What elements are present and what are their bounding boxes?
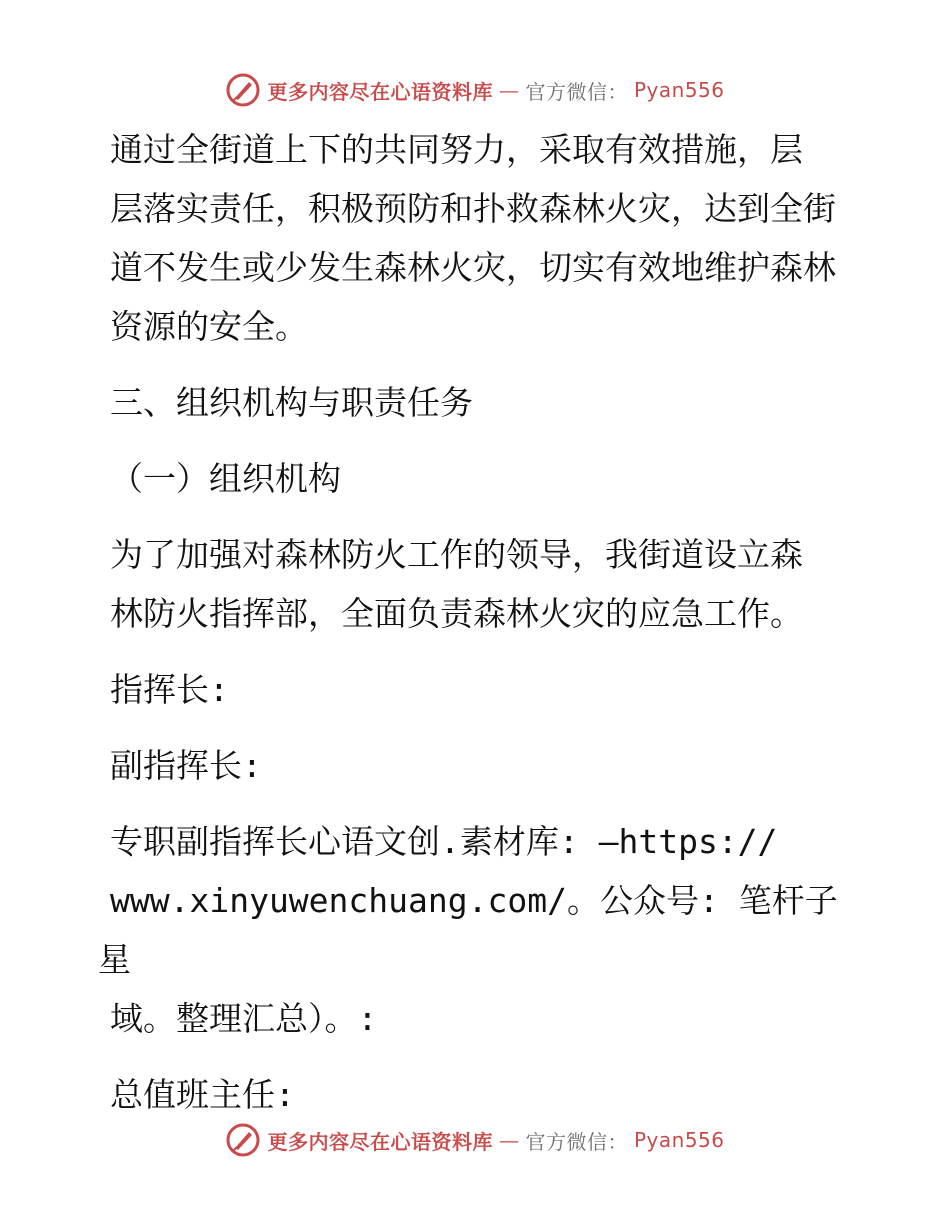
paragraph-organization	[98, 525, 858, 643]
banner-wechat-id: Pyan556	[633, 78, 725, 102]
page-footer-banner	[0, 1120, 950, 1160]
text-line: 层落实责任，积极预防和扑救森林火灾，达到全街	[110, 189, 836, 228]
banner-dash: —	[498, 1128, 520, 1152]
banner-main-text: 更多内容尽在心语资料库	[267, 1129, 493, 1154]
banner-main-text: 更多内容尽在心语资料库	[267, 79, 493, 104]
section-heading-3: 三、组织机构与职责任务	[110, 383, 473, 422]
banner-wechat-label: 官方微信：	[525, 79, 628, 104]
text-line: 道不发生或少发生森林火灾，切实有效地维护森林	[110, 248, 836, 287]
role-commander: 指挥长:	[110, 670, 229, 709]
quill-logo-icon	[225, 1122, 261, 1158]
text-line: 专职副指挥长心语文创.素材库: —https://	[110, 822, 778, 861]
role-duty-director: 总值班主任:	[110, 1075, 295, 1114]
role-deputy-commander: 副指挥长:	[110, 746, 262, 785]
text-line: 域。整理汇总）。:	[110, 999, 378, 1038]
quill-logo-icon	[225, 72, 261, 108]
page-header-banner	[0, 70, 950, 110]
banner-dash: —	[498, 78, 520, 102]
banner-wechat-id: Pyan556	[633, 1128, 725, 1152]
text-line: 为了加强对森林防火工作的领导，我街道设立森	[110, 535, 803, 574]
subsection-heading-organization: （一）组织机构	[110, 459, 341, 498]
text-line: www.xinyuwenchuang.com/。公众号: 笔杆子星	[98, 881, 838, 979]
paragraph-goal	[98, 120, 858, 356]
text-line: 资源的安全。	[110, 307, 308, 346]
role-fulltime-deputy	[98, 812, 858, 1048]
text-line: 通过全街道上下的共同努力，采取有效措施，层	[110, 130, 803, 169]
banner-wechat-label: 官方微信：	[525, 1129, 628, 1154]
text-line: 林防火指挥部，全面负责森林火灾的应急工作。	[110, 594, 803, 633]
document-body	[98, 120, 858, 1141]
